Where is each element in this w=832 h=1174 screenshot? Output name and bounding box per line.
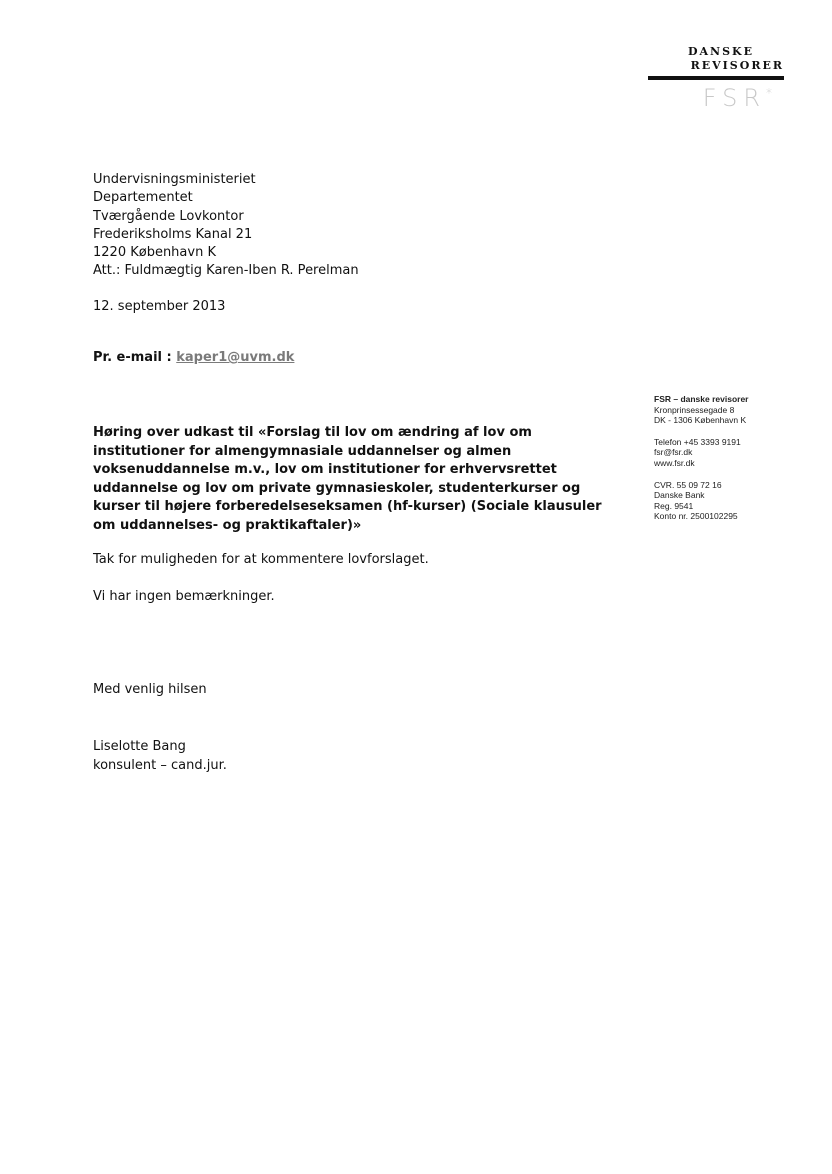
recipient-line: Departementet	[93, 190, 193, 206]
sender-city: DK - 1306 København K	[654, 415, 747, 426]
logo-fsr-text: FSR	[702, 84, 766, 112]
sender-reg: Reg. 9541	[654, 500, 694, 511]
signature-block	[93, 737, 227, 775]
closing: Med venlig hilsen	[93, 682, 207, 697]
sender-konto: Konto nr. 2500102295	[654, 511, 738, 522]
recipient-line: Tværgående Lovkontor	[93, 208, 244, 224]
signer-name: Liselotte Bang	[93, 739, 186, 754]
fsr-logo	[644, 45, 784, 112]
email-line	[93, 350, 294, 365]
recipient-line: Att.: Fuldmægtig Karen-Iben R. Perelman	[93, 263, 359, 279]
sender-name: FSR – danske revisorer	[654, 394, 749, 404]
email-label: Pr. e-mail :	[93, 350, 177, 365]
body-paragraph: Tak for muligheden for at kommentere lovforslaget.	[93, 552, 429, 567]
sender-street: Kronprinsessegade 8	[654, 404, 735, 415]
sender-web: www.fsr.dk	[654, 457, 695, 468]
recipient-address	[93, 171, 359, 281]
logo-line-revisorer: REVISORER	[690, 59, 784, 72]
letter-date: 12. september 2013	[93, 299, 226, 314]
body-paragraph: Vi har ingen bemærkninger.	[93, 589, 275, 604]
recipient-line: Frederiksholms Kanal 21	[93, 226, 253, 242]
subject-heading: Høring over udkast til «Forslag til lov om ændring af lov om institutioner for almengymnasiale uddannelser og almen voksenuddannelse m.v., lov om institutioner for erhvervsrettet uddannelse og lov om private gymnasieskoler, studenterkurser og kurser til højere forberedelseseksamen (hf-kurser) (Sociale klausuler om uddannelses- og praktikaftaler)»	[93, 425, 602, 533]
logo-star: *	[766, 86, 778, 100]
email-link[interactable]: kaper1@uvm.dk	[176, 350, 295, 365]
sender-cvr: CVR. 55 09 72 16	[654, 479, 722, 490]
recipient-line: 1220 København K	[93, 245, 216, 261]
sender-bank: Danske Bank	[654, 490, 705, 501]
sender-info	[654, 394, 749, 522]
logo-fsr-mark	[644, 84, 784, 112]
recipient-line: Undervisningsministeriet	[93, 172, 256, 187]
logo-line-danske: DANSKE	[687, 45, 754, 58]
sender-phone: Telefon +45 3393 9191	[654, 436, 741, 447]
logo-bar	[648, 76, 784, 80]
sender-email: fsr@fsr.dk	[654, 447, 693, 458]
signer-title: konsulent – cand.jur.	[93, 758, 227, 773]
